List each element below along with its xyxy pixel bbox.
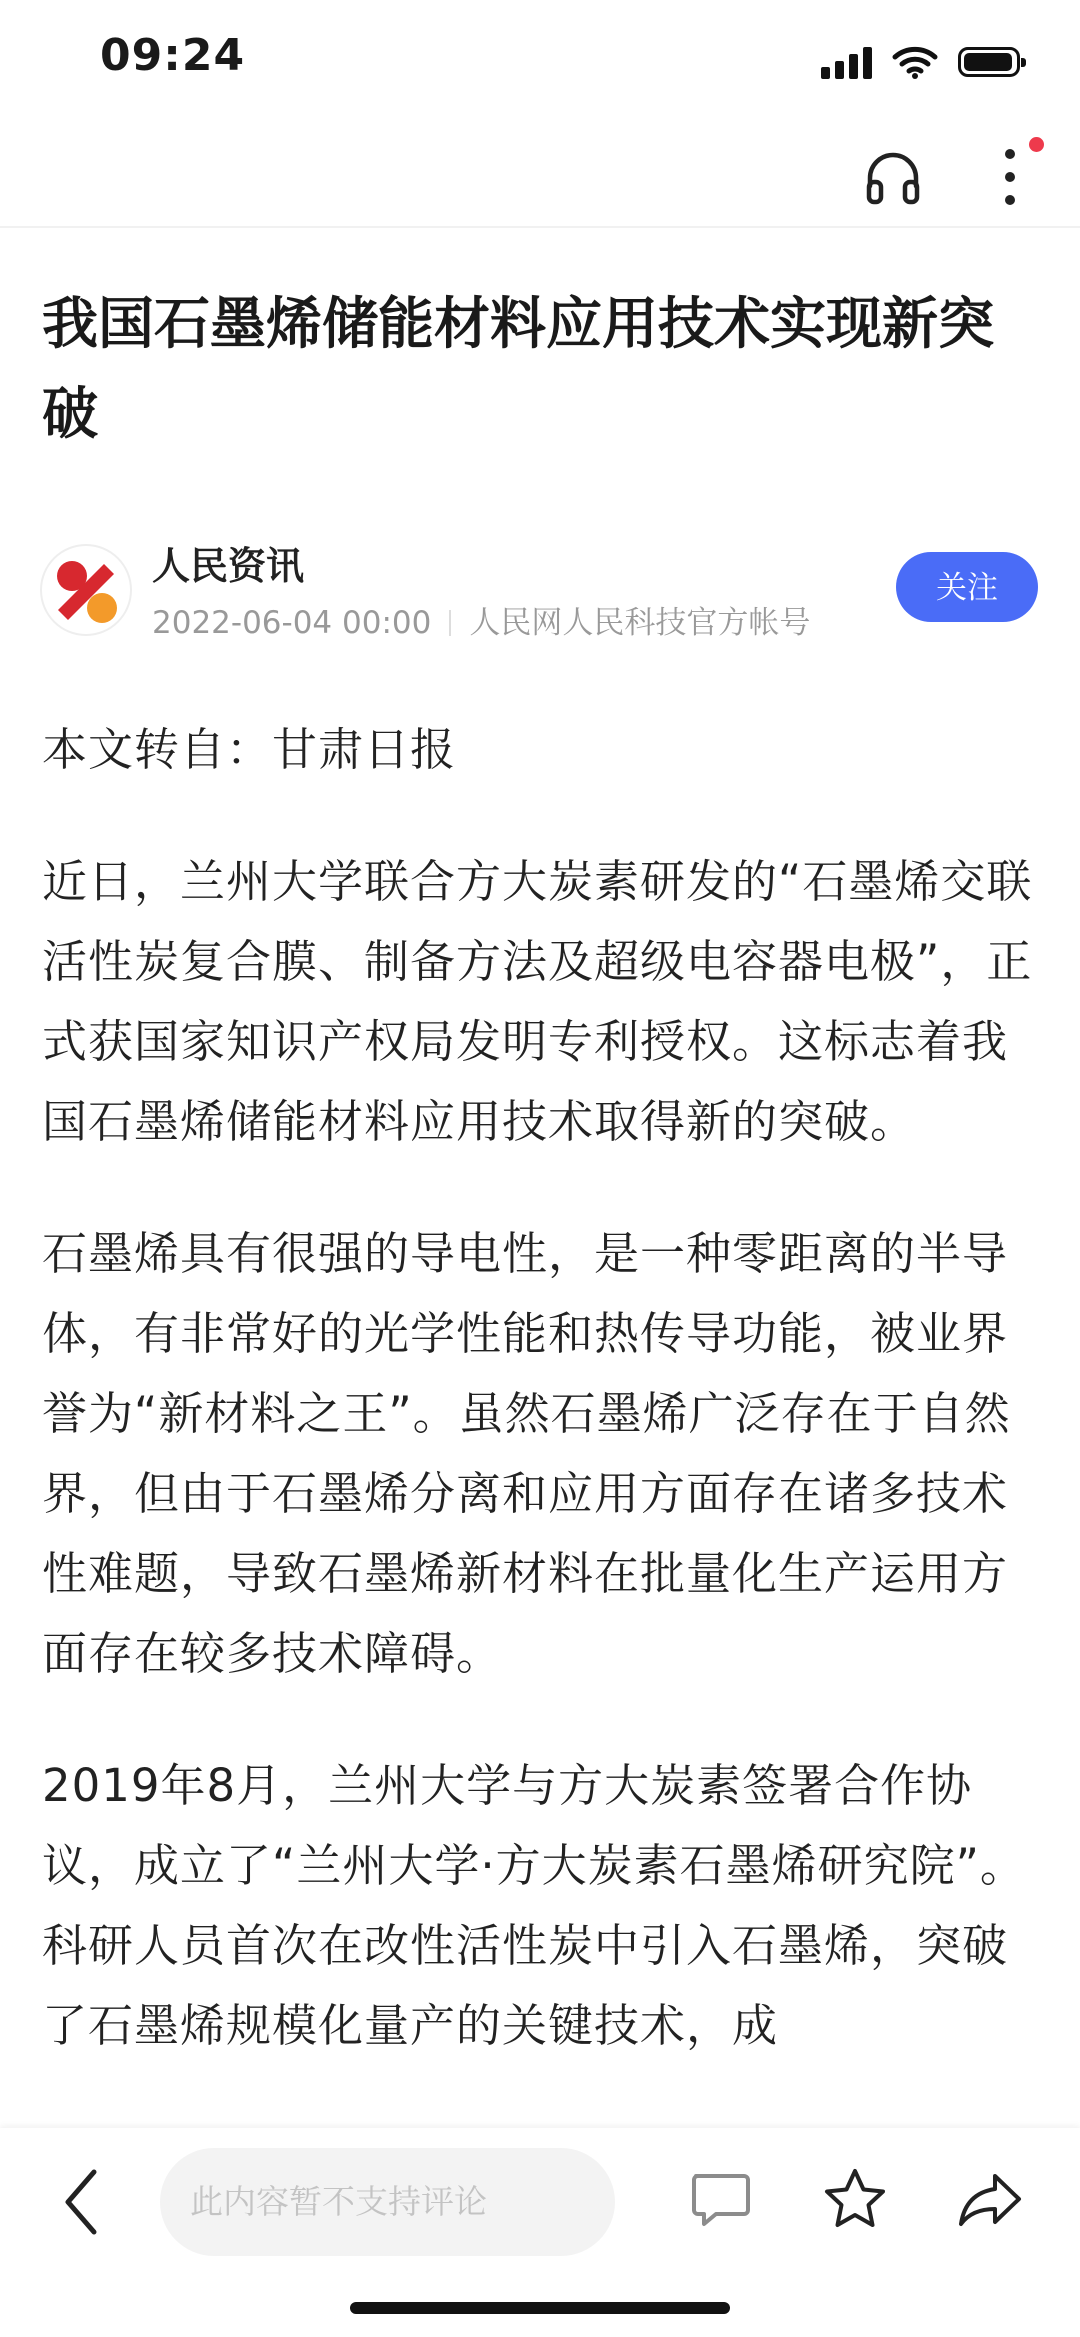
comment-icon[interactable]: [686, 2164, 756, 2234]
status-time: 09:24: [100, 30, 246, 81]
publish-date: 2022-06-04 00:00: [152, 605, 432, 641]
meta-divider: [449, 610, 451, 636]
status-bar: [0, 0, 1080, 120]
status-icons: [821, 40, 1020, 84]
author-row: [42, 535, 1038, 645]
back-icon[interactable]: [58, 2164, 108, 2240]
article-paragraph: 2019年8月，兰州大学与方大炭素签署合作协议，成立了“兰州大学·方大炭素石墨烯研究院”。科研人员首次在改性活性炭中引入石墨烯，突破了石墨烯规模化量产的关键技术，成: [42, 1759, 1026, 2052]
follow-button[interactable]: 关注: [896, 552, 1038, 622]
article-title: 我国石墨烯储能材料应用技术实现新突破: [42, 292, 994, 447]
article-paragraph: 近日，兰州大学联合方大炭素研发的“石墨烯交联活性炭复合膜、制备方法及超级电容器电极”，正式获国家知识产权局发明专利授权。这标志着我国石墨烯储能材料应用技术取得新的突破。: [42, 855, 1033, 1148]
author-avatar[interactable]: [42, 546, 130, 634]
notification-dot: [1029, 137, 1044, 152]
more-icon[interactable]: [985, 140, 1035, 214]
signal-icon: [821, 45, 872, 79]
author-meta: [152, 597, 810, 642]
share-icon[interactable]: [955, 2164, 1025, 2234]
home-indicator: [350, 2302, 730, 2314]
headphone-icon[interactable]: [862, 146, 924, 208]
author-description: 人民网人民科技官方帐号: [469, 605, 811, 641]
top-nav: [0, 120, 1080, 228]
battery-icon: [958, 47, 1020, 77]
article-paragraph: 石墨烯具有很强的导电性，是一种零距离的半导体，有非常好的光学性能和热传导功能，被业界誉为“新材料之王”。虽然石墨烯广泛存在于自然界，但由于石墨烯分离和应用方面存在诸多技术性难题，导致石墨烯新材料在批量化生产运用方面存在较多技术障碍。: [42, 1227, 1011, 1680]
author-name[interactable]: 人民资讯: [152, 544, 305, 588]
article-body: [42, 710, 1038, 2130]
comment-input[interactable]: 此内容暂不支持评论: [160, 2148, 615, 2256]
article-paragraph: 本文转自：甘肃日报: [42, 723, 457, 776]
logo-icon: [42, 546, 130, 634]
star-icon[interactable]: [820, 2164, 890, 2234]
wifi-icon: [892, 45, 938, 79]
